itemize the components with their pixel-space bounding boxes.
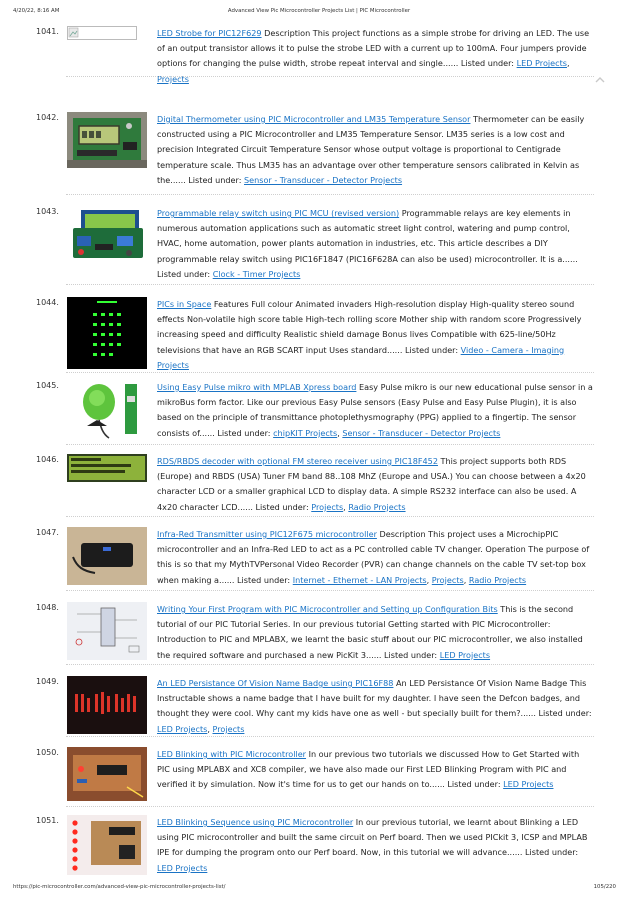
entry-body: Easy Pulse mikro is our new educational pulse sensor in a mikroBus form factor. Like our previous Easy Pulse sensors (Easy Pulse and Easy Pulse Plugin), it is also based on the principle of transmittance photoplethysmography (PPG) applied to a fingertip. The sensor consists of...... Listed under: [157, 382, 593, 438]
entry-number: 1050. [36, 748, 59, 757]
print-page-title: Advanced View Pic Microcontroller Projects List | PIC Microcontroller [227, 8, 411, 14]
entry-title-link[interactable]: Using Easy Pulse mikro with MPLAB Xpress board [157, 382, 357, 392]
entry-divider [66, 516, 594, 517]
entry-number: 1046. [36, 455, 59, 464]
entry-divider [66, 590, 594, 591]
entry-divider [66, 76, 594, 77]
category-link[interactable]: LED Projects [439, 649, 491, 660]
scroll-to-top-icon[interactable] [594, 70, 606, 80]
entry-body: In our previous tutorial, we learnt about Blinking a LED using PIC microcontroller and built the same circuit on Perf board. Then we used PICkit 3, ICSP and MPLAB IPE for dumping the program onto our Perf board. Now, in this tutorial we will advance...... Listed under: [157, 817, 588, 858]
entry-divider [66, 284, 594, 285]
entry-title-link[interactable]: LED Blinking Sequence using PIC Microcontroller [157, 817, 354, 827]
category-link[interactable]: Projects [212, 723, 245, 734]
category-link[interactable]: Sensor - Transducer - Detector Projects [244, 174, 403, 185]
category-link[interactable]: LED Projects [157, 862, 208, 873]
entry-thumbnail-broken[interactable] [67, 26, 137, 40]
entry-title-link[interactable]: Digital Thermometer using PIC Microcontroller and LM35 Temperature Sensor [157, 114, 471, 124]
entry-number: 1048. [36, 603, 59, 612]
category-link[interactable]: Clock - Timer Projects [212, 268, 301, 279]
pulse-sensor-photo[interactable] [67, 380, 147, 442]
category-link[interactable]: LED Projects [503, 779, 554, 790]
category-link[interactable]: Projects [431, 574, 464, 585]
entry-description [157, 602, 593, 663]
entry-divider [66, 806, 594, 807]
entry-number: 1044. [36, 298, 59, 307]
entry-body: This project supports both RDS (Europe) and RBDS (USA) Tuner FM band 88..108 MhZ (Europe and USA.) You can choose between a 4x20 character LCD or a smaller graphical LCD to display data. A simple RS232 interface can also be used. A 4x20 character LCD...... Listed under: [157, 456, 586, 512]
entry-body: Features Full colour Animated invaders High-resolution display High-quality stereo sound effects Non-volatile high score table High-tech rolling score Mother ship with random score Progressively increasing speed and difficulty Realistic shield damage Bonus lives Compatible with 625-line/50Hz televisions that have an RGB SCART input Uses standard...... Listed under: [157, 299, 582, 355]
entry-title-link[interactable]: Infra-Red Transmitter using PIC12F675 microcontroller [157, 529, 377, 539]
entry-title-link[interactable]: Writing Your First Program with PIC Microcontroller and Setting up Configuration Bits [157, 604, 498, 614]
ir-transmitter-photo[interactable] [67, 527, 147, 585]
pov-badge-photo[interactable] [67, 676, 147, 734]
led-blinking-board-photo[interactable] [67, 747, 147, 801]
entry-number: 1042. [36, 113, 59, 122]
rds-decoder-lcd-photo[interactable] [67, 454, 147, 482]
entry-divider [66, 664, 594, 665]
entry-number: 1047. [36, 528, 59, 537]
category-link[interactable]: Projects [311, 501, 344, 512]
entry-description: An LED Persistance Of Vision Name Badge using PIC16F88 An LED Persistance Of Vision Name Badge This Instructable shows a name badge that I have built for my daughter. I have seen the Defcon badges, and thought they were cool. Why cant my kids have one as well - but specially built for them?...... Listed under: LED Projects, Projects [157, 678, 592, 734]
entry-body: An LED Persistance Of Vision Name Badge This Instructable shows a name badge that I have built for my daughter. I have seen the Defcon badges, and thought they were cool. Why cant my kids have one as well - but specially built for them?...... Listed under: [157, 678, 592, 719]
entry-divider [66, 194, 594, 195]
entry-number: 1043. [36, 207, 59, 216]
entry-number: 1045. [36, 381, 59, 390]
category-link[interactable]: Radio Projects [348, 501, 406, 512]
category-link[interactable]: LED Projects [516, 58, 567, 69]
entry-divider [66, 736, 594, 737]
print-url: https://pic-microcontroller.com/advanced-view-pic-microcontroller-projects-list/ [13, 884, 226, 890]
entry-description: RDS/RBDS decoder with optional FM stereo receiver using PIC18F452 This project supports both RDS (Europe) and RBDS (USA) Tuner FM band 88..108 MhZ (Europe and USA.) You can choose between a 4x20 character LCD or a smaller graphical LCD to display data. A simple RS232 interface can also be used. A 4x20 character LCD...... Listed under: Projects, Radio Projects [157, 456, 586, 512]
entry-body: Description This project uses a MicrochipPIC microcontroller and an Infra-Red LED to act as a PC controlled cable TV changer. Operation The purpose of this is so that my MythTVPersonal Video Recorder (PVR) can change channels on the cable TV set-top box when making a...... Listed under: [157, 529, 590, 585]
space-invaders-screenshot[interactable] [67, 297, 147, 369]
entry-description: Infra-Red Transmitter using PIC12F675 microcontroller Description This project uses a MicrochipPIC microcontroller and an Infra-Red LED to act as a PC controlled cable TV changer. Operation The purpose of this is so that my MythTVPersonal Video Recorder (PVR) can change channels on the cable TV set-top box when making a...... Listed under: Internet - Ethernet - LAN Projects, Projects, Radio Projects [157, 529, 590, 585]
entry-description: Using Easy Pulse mikro with MPLAB Xpress board Easy Pulse mikro is our new educational pulse sensor in a mikroBus form factor. Like our previous Easy Pulse sensors (Easy Pulse and Easy Pulse Plugin), it is also based on the principle of transmittance photoplethysmography (PPG) applied to a fingertip. The sensor consists of...... Listed under: chipKIT Projects, Sensor - Transducer - Detector Projects [157, 382, 593, 438]
entry-body: This is the second tutorial of our PIC Tutorial Series. In our previous tutorial Getting started with PIC Microcontroller: Introduction to PIC and MPLABX, we learnt the basic stuff about our PIC microcontroller, we also installed the required software and purchased a new PicKit 3...... Listed under: [157, 604, 583, 660]
print-page-number: 105/220 [593, 884, 616, 890]
entry-description [157, 815, 593, 876]
category-link[interactable]: Internet - Ethernet - LAN Projects [292, 574, 427, 585]
category-link[interactable]: chipKIT Projects [273, 427, 338, 438]
entry-body: Description This project functions as a simple strobe for driving an LED. The use of an output transistor allows it to pulse the strobe LED with a current up to 100mA. Four jumpers provide options for changing the pulse width, strobe repeat interval and single...... Listed under: [157, 28, 590, 69]
circuit-schematic-image[interactable] [67, 602, 147, 660]
entry-description [157, 747, 593, 793]
print-header [0, 8, 638, 18]
entry-title-link[interactable]: LED Strobe for PIC12F629 [157, 28, 262, 38]
entry-body: Thermometer can be easily constructed using a PIC Microcontroller and LM35 Temperature Sensor. LM35 series is a low cost and precision Integrated Circuit Temperature Sensor whose output voltage is proportional to Centigrade temperature scale. Thus LM35 has an advantage over other temperature sensors calibrated in Kelvin as the...... Listed under: [157, 114, 585, 185]
led-sequence-board-photo[interactable] [67, 815, 147, 875]
entry-title-link[interactable]: RDS/RBDS decoder with optional FM stereo receiver using PIC18F452 [157, 456, 438, 466]
relay-board-photo[interactable] [67, 206, 147, 262]
category-link[interactable]: Radio Projects [468, 574, 527, 585]
entry-body: Programmable relays are key elements in numerous automation applications such as automatic street light control, watering and pump control, HVAC, home automation, power plants automation in industries, etc. This article describes a DIY programmable relay switch using PIC16F1847 (PIC16F628A can also be used) microcontroller. It is a...... Listed under: [157, 208, 578, 279]
entry-divider [66, 444, 594, 445]
entry-title-link[interactable]: LED Blinking with PIC Microcontroller [157, 749, 307, 759]
category-link[interactable]: Sensor - Transducer - Detector Projects [342, 427, 501, 438]
entry-divider [66, 372, 594, 373]
entry-title-link[interactable]: Programmable relay switch using PIC MCU (revised version) [157, 208, 400, 218]
category-link[interactable]: Projects [157, 73, 189, 84]
print-datetime: 4/20/22, 8:16 AM [13, 8, 60, 14]
category-link[interactable]: LED Projects [157, 723, 208, 734]
entry-title-link[interactable]: An LED Persistance Of Vision Name Badge using PIC16F88 [157, 678, 394, 688]
entry-description [157, 112, 593, 188]
entry-body: In our previous two tutorials we discussed How to Get Started with PIC using MPLABX and XC8 compiler, we have also made our First LED Blinking Program with PIC and verified it by simulation. Now it's time for us to get our hands on to...... Listed under: [157, 749, 580, 790]
entry-title-link[interactable]: PICs in Space [157, 299, 212, 309]
print-footer [0, 884, 638, 894]
category-link[interactable]: Video - Camera - Imaging Projects [157, 344, 565, 370]
entry-number: 1041. [36, 27, 59, 36]
thermometer-photo[interactable] [67, 112, 147, 168]
entry-number: 1049. [36, 677, 59, 686]
entry-number: 1051. [36, 816, 59, 825]
entry-description: LED Strobe for PIC12F629 Description This project functions as a simple strobe for driving an LED. The use of an output transistor allows it to pulse the strobe LED with a current up to 100mA. Four jumpers provide options for changing the pulse width, strobe repeat interval and single...... Listed under: LED Projects, Projects [157, 28, 590, 84]
entry-description [157, 206, 593, 282]
entry-description [157, 297, 593, 373]
